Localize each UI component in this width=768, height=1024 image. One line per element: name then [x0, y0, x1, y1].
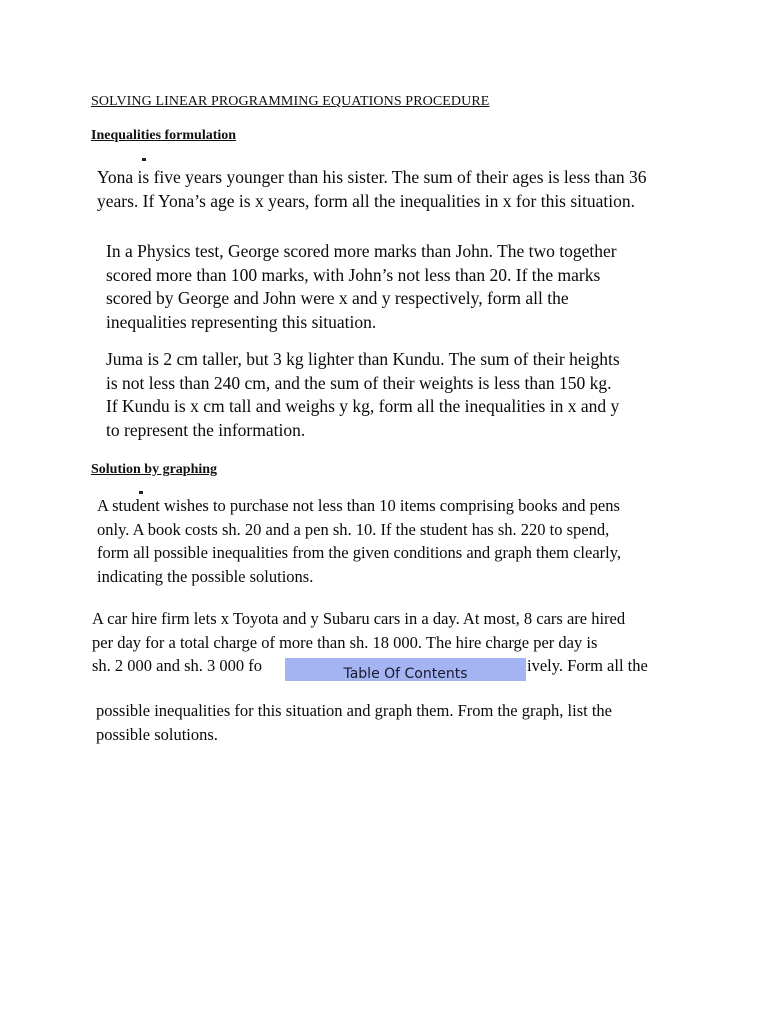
table-of-contents-button[interactable]	[285, 658, 526, 681]
problem-juma: Juma is 2 cm taller, but 3 kg lighter than Kundu. The sum of their heights is not less than 240 cm, and the sum of their weights is less than 150 kg. If Kundu is x cm tall and weighs y kg, form all the inequalities in x and y to represent the information.	[106, 349, 620, 440]
problem-yona: Yona is five years younger than his sister. The sum of their ages is less than 36 years. If Yona’s age is x years, form all the inequalities in x for this situation.	[97, 167, 647, 211]
section-heading-graphing: Solution by graphing	[91, 462, 218, 477]
problem-car-hire: A car hire firm lets x Toyota and y Subaru cars in a day. At most, 8 cars are hired per day for a total charge of more than sh. 18 000. The hire charge per day is sh. 2 000 and sh. 3 000 fo ively. Form all the	[92, 609, 648, 675]
scan-speck	[142, 158, 146, 161]
section-heading-formulation: Inequalities formulation	[91, 128, 237, 143]
page-title: SOLVING LINEAR PROGRAMMING EQUATIONS PROCEDURE	[91, 94, 490, 109]
problem-car-hire-continued: possible inequalities for this situation and graph them. From the graph, list the possible solutions.	[96, 701, 613, 744]
table-of-contents-label: Table Of Contents	[343, 666, 468, 682]
problem-physics-test: In a Physics test, George scored more marks than John. The two together scored more than 100 marks, with John’s not less than 20. If the marks scored by George and John were x and y respectively, form all the inequalities representing this situation.	[106, 241, 617, 332]
problem-student-purchase: A student wishes to purchase not less than 10 items comprising books and pens only. A book costs sh. 20 and a pen sh. 10. If the student has sh. 220 to spend, form all possible inequalities from the given conditions and graph them clearly, indicating the possible solutions.	[97, 496, 622, 586]
